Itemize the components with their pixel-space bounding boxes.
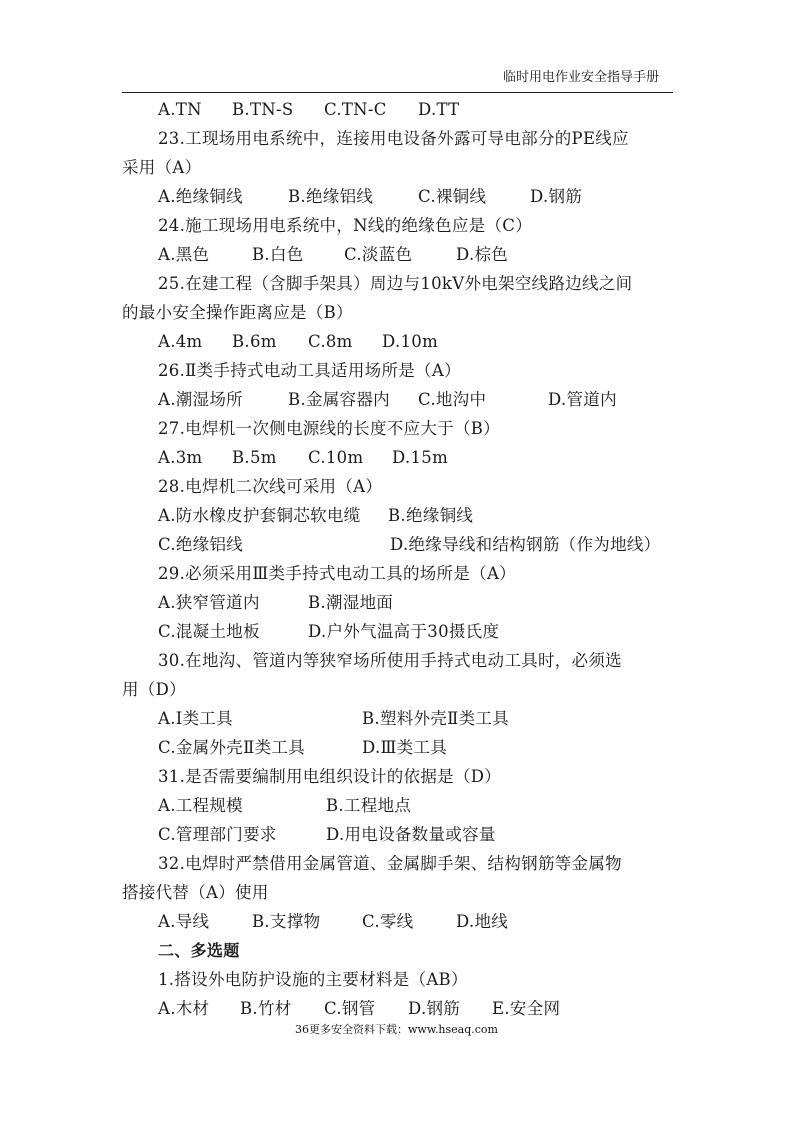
answer-options-row bbox=[122, 501, 678, 530]
question-text: 32.电焊时严禁借用金属管道、金属脚手架、结构钢筋等金属物 bbox=[158, 854, 622, 873]
answer-options-row bbox=[122, 385, 678, 414]
question-text: 23.工现场用电系统中，连接用电设备外露可导电部分的PE线应 bbox=[158, 129, 629, 148]
answer-option: D.管道内 bbox=[548, 390, 617, 409]
answer-options-row bbox=[122, 907, 678, 936]
answer-option: C.绝缘铝线 bbox=[158, 535, 244, 554]
answer-options-row bbox=[122, 704, 678, 733]
answer-option: D.TT bbox=[418, 100, 460, 119]
document-body bbox=[122, 95, 678, 1023]
answer-option: D.户外气温高于30摄氏度 bbox=[308, 622, 500, 641]
answer-option: D.钢筋 bbox=[530, 187, 583, 206]
answer-option: A.木材 bbox=[158, 999, 210, 1018]
answer-options-row bbox=[122, 327, 678, 356]
answer-option: A.3m bbox=[158, 448, 203, 467]
question-text: 27.电焊机一次侧电源线的长度不应大于（B） bbox=[158, 419, 500, 438]
answer-option: C.零线 bbox=[362, 912, 414, 931]
answer-options-row bbox=[122, 530, 678, 559]
answer-option: A.黑色 bbox=[158, 245, 210, 264]
answer-option: B.绝缘铝线 bbox=[288, 187, 374, 206]
answer-option: B.绝缘铜线 bbox=[388, 506, 474, 525]
answer-option: D.地线 bbox=[456, 912, 509, 931]
answer-option: A.防水橡皮护套铜芯软电缆 bbox=[158, 506, 361, 525]
question-text: 26.Ⅱ类手持式电动工具适用场所是（A） bbox=[158, 361, 461, 380]
answer-option: A.狭窄管道内 bbox=[158, 593, 260, 612]
answer-option: B.塑料外壳Ⅱ类工具 bbox=[362, 709, 510, 728]
answer-option: D.Ⅲ类工具 bbox=[362, 738, 448, 757]
question-text-continued: 搭接代替（A）使用 bbox=[122, 883, 269, 902]
answer-option: D.绝缘导线和结构钢筋（作为地线） bbox=[390, 535, 661, 554]
answer-options-row bbox=[122, 443, 678, 472]
question-text-continued: 采用（A） bbox=[122, 158, 202, 177]
answer-option: C.淡蓝色 bbox=[344, 245, 413, 264]
answer-options-row bbox=[122, 182, 678, 211]
answer-options-row bbox=[122, 733, 678, 762]
question-text: 30.在地沟、管道内等狭窄场所使用手持式电动工具时，必须选 bbox=[158, 651, 622, 670]
answer-option: C.地沟中 bbox=[418, 390, 487, 409]
running-header-title: 临时用电作业安全指导手册 bbox=[502, 70, 659, 85]
answer-option: A.Ⅰ类工具 bbox=[158, 709, 233, 728]
answer-option: D.棕色 bbox=[456, 245, 509, 264]
answer-option: D.10m bbox=[382, 332, 439, 351]
answer-option: A.导线 bbox=[158, 912, 210, 931]
answer-option: A.TN bbox=[158, 100, 202, 119]
question-text: 24.施工现场用电系统中，N线的绝缘色应是（C） bbox=[158, 216, 533, 235]
answer-option: C.管理部门要求 bbox=[158, 825, 277, 844]
question-text: 28.电焊机二次线可采用（A） bbox=[158, 477, 383, 496]
answer-option: B.6m bbox=[232, 332, 277, 351]
answer-option: A.工程规模 bbox=[158, 796, 243, 815]
answer-options-row bbox=[122, 820, 678, 849]
question-text: 29.必须采用Ⅲ类手持式电动工具的场所是（A） bbox=[158, 564, 516, 583]
answer-options-row bbox=[122, 791, 678, 820]
answer-option: E.安全网 bbox=[492, 999, 561, 1018]
question-text-continued: 用（D） bbox=[122, 680, 186, 699]
answer-option: D.15m bbox=[392, 448, 449, 467]
answer-option: B.竹材 bbox=[240, 999, 292, 1018]
question-text-continued: 的最小安全操作距离应是（B） bbox=[122, 303, 353, 322]
answer-option: C.混凝土地板 bbox=[158, 622, 260, 641]
answer-option: A.潮湿场所 bbox=[158, 390, 243, 409]
answer-option: D.钢筋 bbox=[408, 999, 461, 1018]
answer-option: C.金属外壳Ⅱ类工具 bbox=[158, 738, 305, 757]
answer-option: B.支撑物 bbox=[252, 912, 321, 931]
question-text: 25.在建工程（含脚手架具）周边与10kV外电架空线路边线之间 bbox=[158, 274, 633, 293]
answer-option: B.潮湿地面 bbox=[308, 593, 394, 612]
answer-options-row bbox=[122, 95, 678, 124]
answer-option: C.TN-C bbox=[324, 100, 387, 119]
answer-option: B.白色 bbox=[252, 245, 304, 264]
answer-option: B.TN-S bbox=[232, 100, 294, 119]
answer-option: A.4m bbox=[158, 332, 203, 351]
answer-option: B.5m bbox=[232, 448, 277, 467]
answer-option: C.裸铜线 bbox=[418, 187, 487, 206]
question-text: 31.是否需要编制用电组织设计的依据是（D） bbox=[158, 767, 502, 786]
answer-option: C.10m bbox=[308, 448, 364, 467]
section-heading: 二、多选题 bbox=[158, 941, 240, 960]
page-footer: 36更多安全资料下载：www.hseaq.com bbox=[295, 1023, 498, 1036]
question-text: 1.搭设外电防护设施的主要材料是（AB） bbox=[158, 970, 468, 989]
answer-option: C.钢管 bbox=[324, 999, 376, 1018]
answer-option: D.用电设备数量或容量 bbox=[326, 825, 496, 844]
answer-option: B.金属容器内 bbox=[288, 390, 390, 409]
answer-options-row bbox=[122, 588, 678, 617]
answer-options-row bbox=[122, 617, 678, 646]
answer-option: B.工程地点 bbox=[326, 796, 412, 815]
answer-options-row bbox=[122, 240, 678, 269]
answer-option: C.8m bbox=[308, 332, 353, 351]
answer-options-row bbox=[122, 994, 678, 1023]
header-rule bbox=[122, 92, 673, 93]
answer-option: A.绝缘铜线 bbox=[158, 187, 243, 206]
